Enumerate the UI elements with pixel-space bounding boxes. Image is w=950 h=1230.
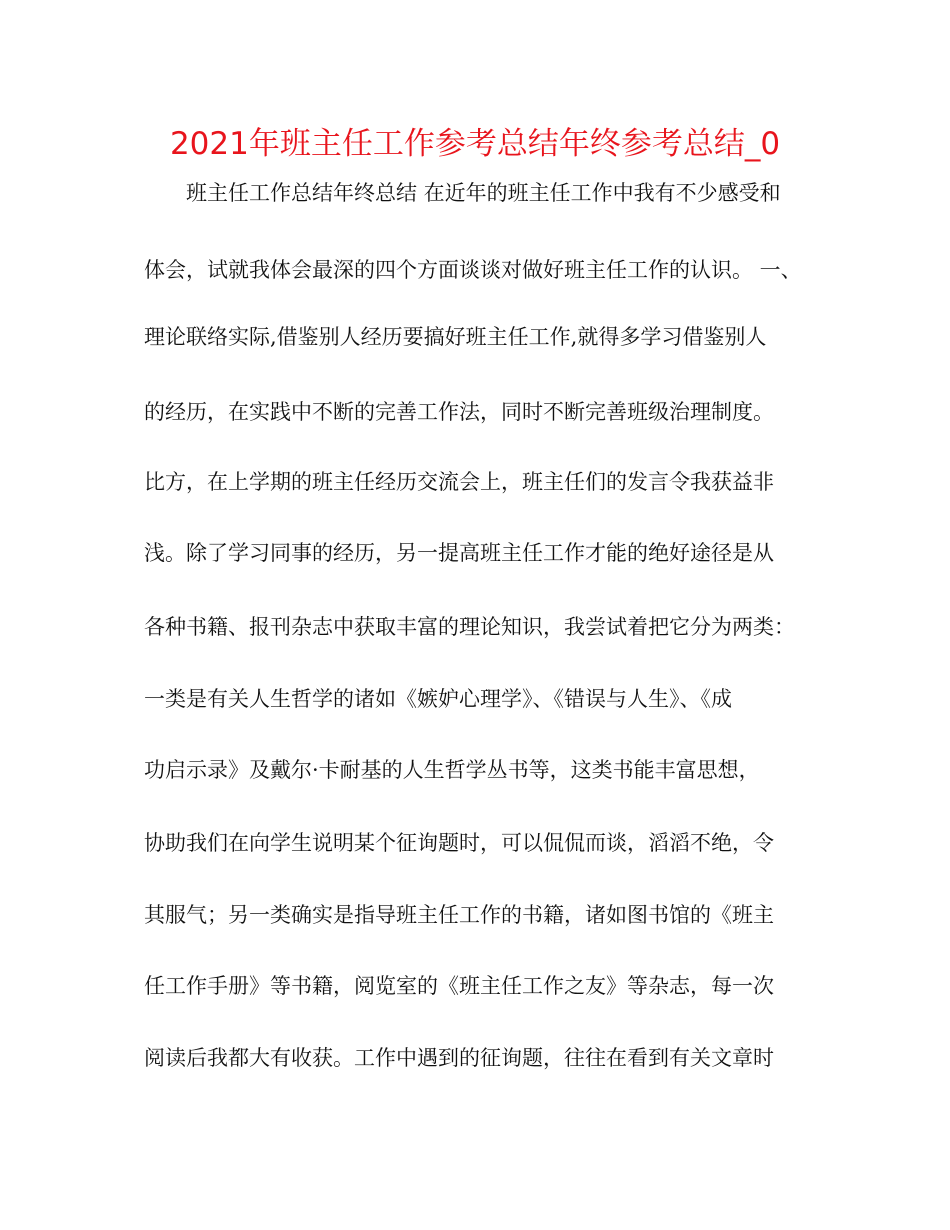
body-line-9: 功启示录》及戴尔·卡耐基的人生哲学丛书等，这类书能丰富思想， [144, 758, 760, 782]
body-line-7: 各种书籍、报刊杂志中获取丰富的理论知识，我尝试着把它分为两类： [144, 615, 795, 639]
body-line-8: 一类是有关人生哲学的诸如《嫉妒心理学》、《错误与人生》、《成 [144, 687, 732, 711]
body-line-6: 浅。除了学习同事的经历，另一提高班主任工作才能的绝好途径是从 [144, 541, 774, 565]
body-line-11: 其服气；另一类确实是指导班主任工作的书籍，诸如图书馆的《班主 [144, 903, 774, 927]
body-line-1: 班主任工作总结年终总结 在近年的班主任工作中我有不少感受和 [186, 181, 781, 205]
body-line-2: 体会，试就我体会最深的四个方面谈谈对做好班主任工作的认识。 一、 [144, 258, 802, 282]
body-line-3: 理论联络实际,借鉴别人经历要搞好班主任工作,就得多学习借鉴别人 [144, 325, 767, 349]
body-line-5: 比方，在上学期的班主任经历交流会上，班主任们的发言令我获益非 [144, 470, 774, 494]
document-title: 2021年班主任工作参考总结年终参考总结_0 [169, 126, 781, 162]
body-line-12: 任工作手册》等书籍，阅览室的《班主任工作之友》等杂志，每一次 [144, 974, 774, 998]
body-line-10: 协助我们在向学生说明某个征询题时，可以侃侃而谈，滔滔不绝，令 [144, 831, 774, 855]
body-line-4: 的经历，在实践中不断的完善工作法，同时不断完善班级治理制度。 [144, 400, 774, 424]
body-line-13: 阅读后我都大有收获。工作中遇到的征询题，往往在看到有关文章时 [144, 1046, 774, 1070]
